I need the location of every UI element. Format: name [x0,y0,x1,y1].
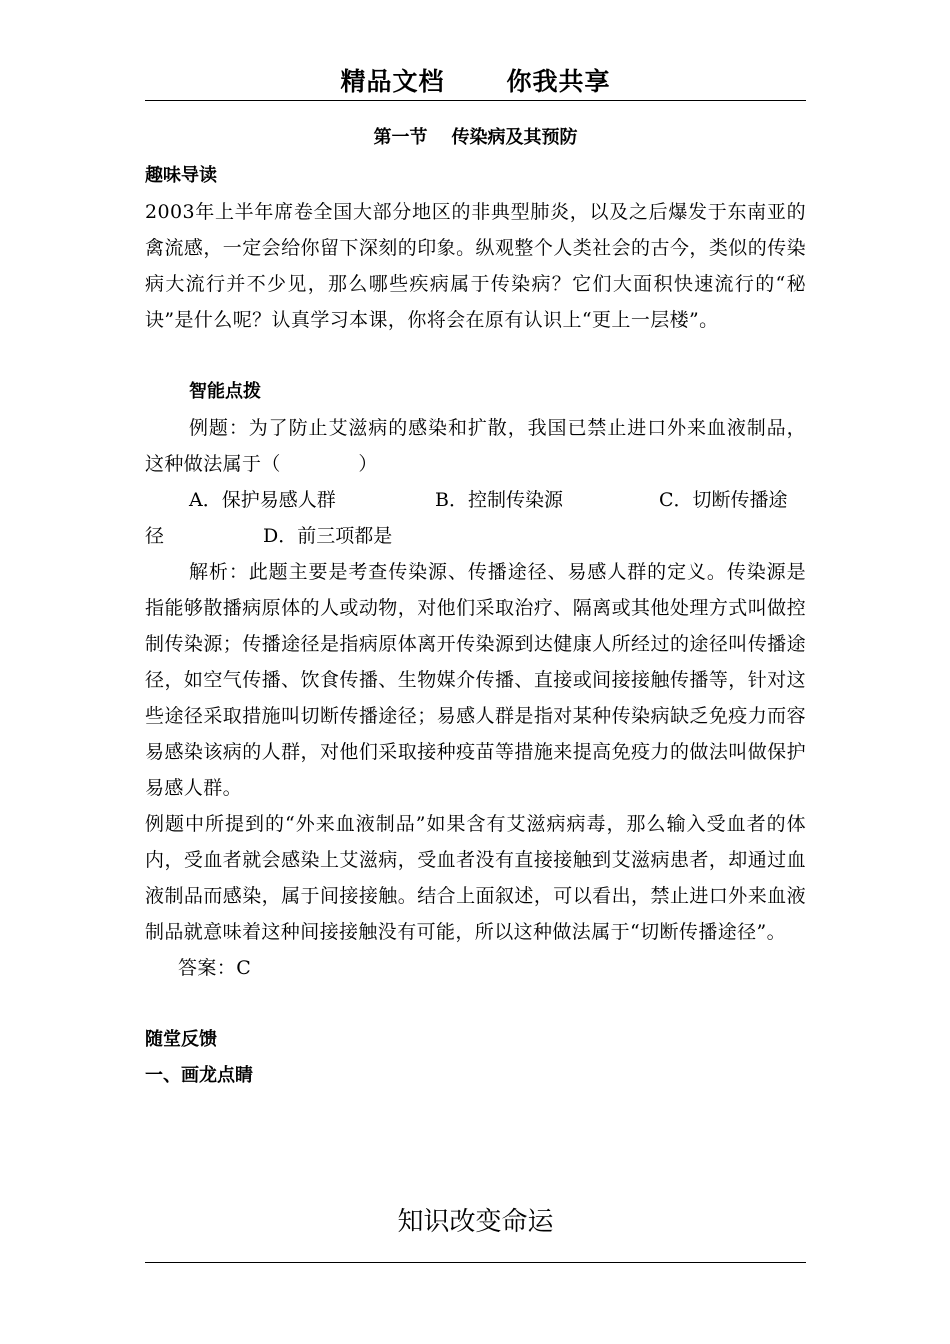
option-b: B．控制传染源 [435,489,563,511]
answer-text: 答案：C [178,957,252,979]
question-text: 例题：为了防止艾滋病的感染和扩散，我国已禁止进口外来血液制品，这种做法属于（ ） [145,417,806,475]
title-part2: 传染病及其预防 [451,127,578,148]
page-footer: 知识改变命运 [145,1202,806,1263]
section-title [145,118,806,158]
feedback-subheading: 一、画龙点睛 [145,1065,253,1086]
title-part1: 第一节 [373,127,428,148]
page-header [145,64,806,101]
analysis-text: 解析：此题主要是考查传染源、传播途径、易感人群的定义。传染源是指能够散播病原体的人或动物，对他们采取治疗、隔离或其他处理方式叫做控制传染源；传播途径是指病原体离开传染源到达健康人所经过的途径叫传播途径，如空气传播、饮食传播、生物媒介传播、直接或间接接触传播等，针对这些途径采取措施叫切断传播途径；易感人群是指对某种传染病缺乏免疫力而容易感染该病的人群，对他们采取接种疫苗等措施来提高免疫力的做法叫做保护易感人群。 [145,561,806,799]
reading-heading: 趣味导读 [145,165,217,186]
options-row-2 [145,518,806,554]
option-a: A．保护易感人群 [189,489,336,511]
option-d: D．前三项都是 [263,525,393,547]
document-body [145,118,806,1094]
header-left: 精品文档 [340,67,445,96]
feedback-heading: 随堂反馈 [145,1029,217,1050]
options-row-1 [145,482,806,518]
option-c: C．切断传播途 [659,489,788,511]
explanation-text: 例题中所提到的“外来血液制品”如果含有艾滋病病毒，那么输入受血者的体内，受血者就会感染上艾滋病，受血者没有直接接触到艾滋病患者，却通过血液制品而感染，属于间接接触。结合上面叙述，可以看出，禁止进口外来血液制品就意味着这种间接接触没有可能，所以这种做法属于“切断传播途径”。 [145,813,806,943]
header-right: 你我共享 [506,67,611,96]
reading-text: 2003年上半年席卷全国大部分地区的非典型肺炎，以及之后爆发于东南亚的禽流感，一定会给你留下深刻的印象。纵观整个人类社会的古今，类似的传染病大流行并不少见，那么哪些疾病属于传染病？它们大面积快速流行的“秘诀”是什么呢？认真学习本课，你将会在原有认识上“更上一层楼”。 [145,201,806,331]
tips-heading: 智能点拨 [189,381,261,402]
option-c-cont: 径 [145,525,165,547]
